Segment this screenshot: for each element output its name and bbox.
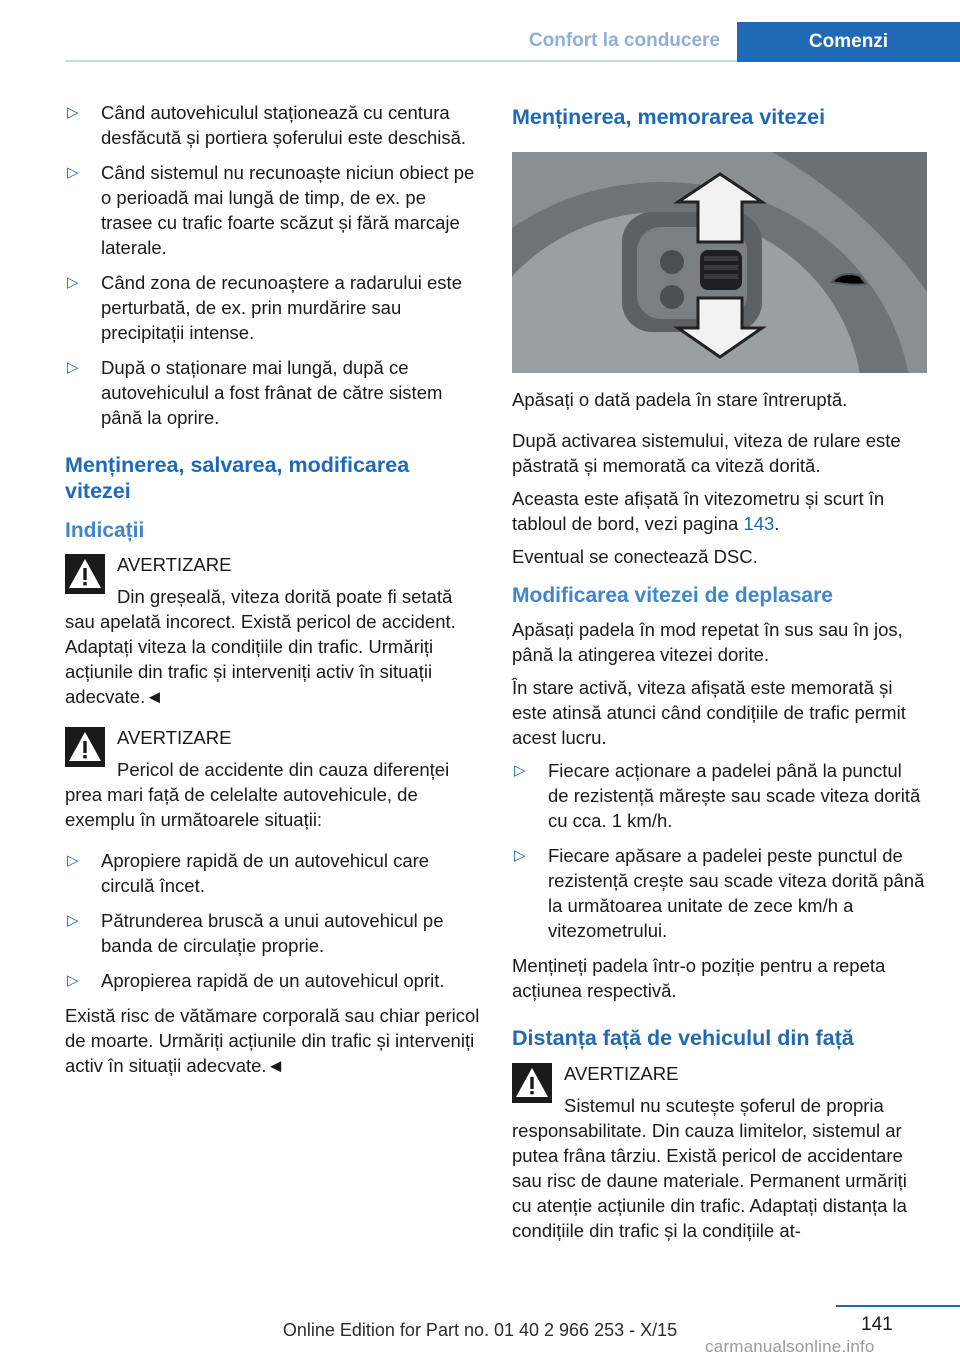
warning-label: AVERTIZARE	[564, 1063, 679, 1084]
warning-triangle-icon	[512, 1063, 552, 1103]
triangle-bullet-icon: ▷	[67, 972, 79, 989]
subsection-heading: Modificarea vitezei de deplasare	[512, 584, 833, 607]
list-item: ▷ Fiecare apăsare a padelei peste punctul de rezistență crește sau scade viteza dorită până la următoarea unitate de zece km/h a vitezometrului.	[514, 845, 925, 941]
page-reference-link[interactable]: 143	[743, 513, 775, 534]
paragraph: Apăsați padela în mod repetat în sus sau în jos, până la atingerea vitezei dorite.	[512, 619, 903, 665]
list-item: ▷ Apropiere rapidă de un autovehicul care circulă încet.	[67, 850, 430, 896]
right-column	[512, 100, 927, 1259]
footer-edition: Online Edition for Part no. 01 40 2 966 253 - X/15	[282, 1320, 678, 1340]
header-section-title: Confort la conducere	[528, 30, 720, 51]
warning-label: AVERTIZARE	[117, 554, 232, 575]
warning-box	[512, 1061, 927, 1243]
list-item: ▷ Când zona de recunoaștere a radarului este perturbată, de ex. prin murdărire sau precipitații intense.	[67, 272, 462, 343]
section-heading: Menținerea, salvarea, modificarea vitezei	[65, 453, 410, 503]
list-item: ▷ Fiecare acționare a padelei până la punctul de rezistență mărește sau scade viteza dorită cu cca. 1 km/h.	[514, 760, 921, 831]
paragraph: În stare activă, viteza afișată este memorată și este atinsă atunci când condițiile de trafic permit acest lucru.	[512, 677, 906, 748]
triangle-bullet-icon: ▷	[67, 852, 79, 869]
left-column	[65, 100, 480, 1086]
page-number: 141	[861, 1314, 893, 1335]
warning-text: Sistemul nu scutește șoferul de propria responsabilitate. Din cauza limitelor, sistemul ar putea frâna târziu. Există pericol de accidentare sau risc de daune materiale. Permanent urmăriți cu atenție acțiunile din trafic. Adaptați distanța la condițiile din trafic și la condițiile at-	[512, 1095, 907, 1241]
paragraph-text: Aceasta este afișată în vitezometru și scurt în tabloul de bord, vezi pagina	[512, 488, 885, 534]
paragraph-text: .	[774, 513, 780, 534]
section-heading: Menținerea, memorarea vitezei	[512, 105, 826, 129]
watermark: carmanualsonline.info	[705, 1337, 875, 1356]
triangle-bullet-icon: ▷	[514, 847, 526, 864]
triangle-bullet-icon: ▷	[514, 762, 526, 779]
paragraph: Mențineți padela într-o poziție pentru a repeta acțiunea respectivă.	[512, 955, 886, 1001]
warning-text: Pericol de accidente din cauza diferenței prea mari față de celelalte autovehicule, de exemplu în următoarele situații:	[65, 759, 450, 830]
list-item: ▷ După o staționare mai lungă, după ce autovehiculul a fost frânat de către sistem până la oprire.	[67, 357, 443, 428]
subsection-heading: Indicații	[65, 519, 145, 542]
warning-box	[65, 725, 480, 832]
warning-box	[65, 552, 480, 709]
warning-text: Din greșeală, viteza dorită poate fi setată sau apelată incorect. Există pericol de accident. Adaptați viteza la condițiile din trafic. Urmăriți acțiunile din trafic și interveniți activ în situații adecvate.◄	[65, 586, 456, 707]
list-item: ▷ Când autovehiculul staționează cu centura desfăcută și portiera șoferului este deschisă.	[67, 102, 467, 148]
triangle-bullet-icon: ▷	[67, 359, 79, 376]
list-item: ▷ Apropierea rapidă de un autovehicul oprit.	[67, 970, 445, 991]
warning-label: AVERTIZARE	[117, 727, 232, 748]
triangle-bullet-icon: ▷	[67, 164, 79, 181]
paragraph	[512, 486, 927, 536]
triangle-bullet-icon: ▷	[67, 274, 79, 291]
header-chapter-tab[interactable]: Comenzi	[737, 22, 960, 62]
list-item: ▷ Când sistemul nu recunoaște niciun obiect pe o perioadă mai lungă de timp, de ex. pe trasee cu trafic foarte scăzut și fără marcaje laterale.	[67, 162, 475, 258]
triangle-bullet-icon: ▷	[67, 912, 79, 929]
page-number-rule	[836, 1305, 960, 1307]
section-heading: Distanța față de vehiculul din față	[512, 1026, 854, 1050]
steering-wheel-paddle-image	[512, 152, 927, 373]
warning-triangle-icon	[65, 727, 105, 767]
paragraph: După activarea sistemului, viteza de rulare este păstrată și memorată ca viteză dorită.	[512, 430, 901, 476]
closing-paragraph: Există risc de vătămare corporală sau chiar pericol de moarte. Urmăriți acțiunile din trafic și interveniți activ în situații adecvate.◄	[65, 1005, 480, 1076]
paragraph: Eventual se conectează DSC.	[512, 546, 758, 567]
triangle-bullet-icon: ▷	[67, 104, 79, 121]
warning-triangle-icon	[65, 554, 105, 594]
list-item: ▷ Pătrunderea bruscă a unui autovehicul pe banda de circulație proprie.	[67, 910, 444, 956]
paragraph: Apăsați o dată padela în stare întreruptă.	[512, 389, 848, 410]
